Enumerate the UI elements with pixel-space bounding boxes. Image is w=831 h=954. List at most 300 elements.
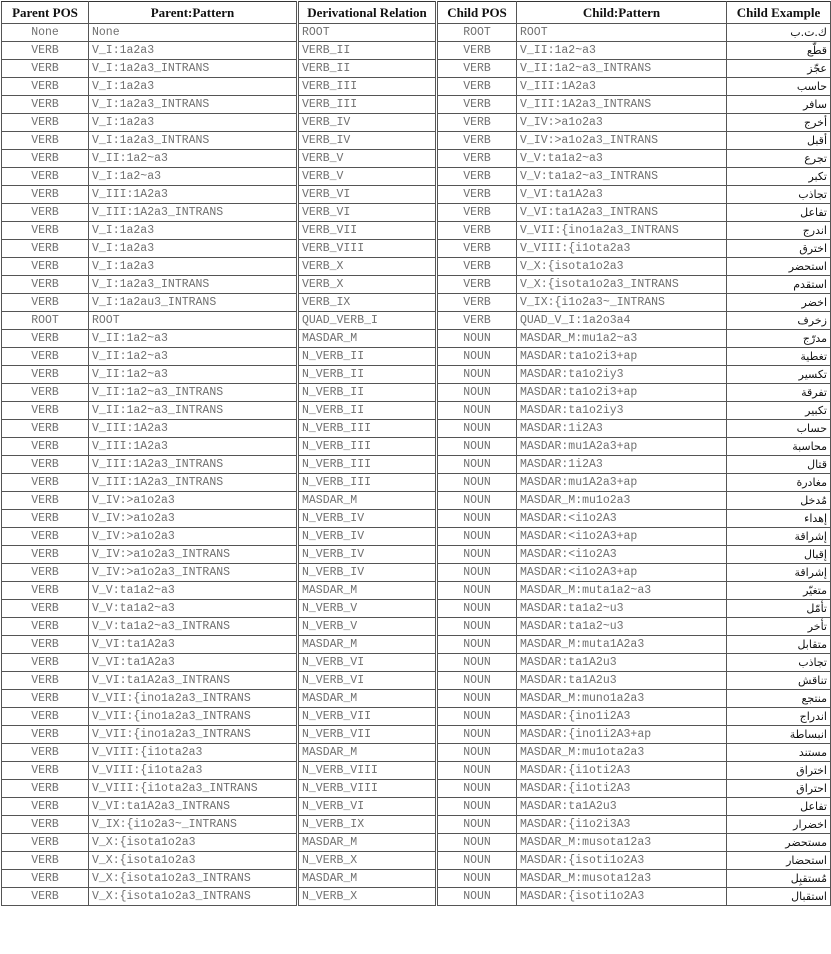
child-pos-cell: NOUN [437, 834, 517, 852]
parent-pos-cell: VERB [2, 384, 89, 402]
derivational-relation-cell: N_VERB_VIII [298, 762, 437, 780]
table-row [2, 438, 831, 456]
child-pattern-cell: ROOT [517, 24, 727, 42]
child-pos-cell: NOUN [437, 870, 517, 888]
child-example-cell: تكبير [727, 402, 831, 420]
parent-pos-cell: VERB [2, 276, 89, 294]
child-pattern-cell: MASDAR:<i1o2A3 [517, 546, 727, 564]
child-pattern-cell: MASDAR:ta1a2~u3 [517, 600, 727, 618]
table-row [2, 60, 831, 78]
child-pos-cell: NOUN [437, 582, 517, 600]
child-pos-cell: VERB [437, 276, 517, 294]
child-example-cell: اندرج [727, 222, 831, 240]
parent-pos-cell: VERB [2, 852, 89, 870]
child-pattern-cell: MASDAR_M:muno1a2a3 [517, 690, 727, 708]
table-row [2, 852, 831, 870]
child-pattern-cell: V_VI:ta1A2a3_INTRANS [517, 204, 727, 222]
table-row [2, 816, 831, 834]
child-example-cell: سافر [727, 96, 831, 114]
child-pattern-cell: MASDAR:ta1o2i3+ap [517, 384, 727, 402]
derivational-relation-cell: VERB_VII [298, 222, 437, 240]
parent-pattern-cell: V_II:1a2~a3 [89, 330, 298, 348]
table-row [2, 204, 831, 222]
child-pattern-cell: MASDAR_M:mu1o2a3 [517, 492, 727, 510]
parent-pattern-cell: V_I:1a2a3 [89, 240, 298, 258]
child-pattern-cell: V_II:1a2~a3 [517, 42, 727, 60]
parent-pattern-cell: V_VI:ta1A2a3_INTRANS [89, 672, 298, 690]
child-pos-cell: VERB [437, 258, 517, 276]
derivational-relation-cell: N_VERB_IV [298, 546, 437, 564]
child-example-cell: مستند [727, 744, 831, 762]
child-example-cell: تجرع [727, 150, 831, 168]
child-pos-cell: NOUN [437, 384, 517, 402]
child-pattern-cell: MASDAR:mu1A2a3+ap [517, 474, 727, 492]
child-pattern-cell: V_VIII:{i1ota2a3 [517, 240, 727, 258]
parent-pos-cell: VERB [2, 564, 89, 582]
table-row [2, 330, 831, 348]
parent-pattern-cell: V_X:{isota1o2a3_INTRANS [89, 870, 298, 888]
derivational-relation-cell: N_VERB_VI [298, 798, 437, 816]
parent-pos-cell: VERB [2, 636, 89, 654]
derivation-table [1, 1, 831, 906]
child-pattern-cell: MASDAR_M:musota12a3 [517, 834, 727, 852]
parent-pattern-cell: V_X:{isota1o2a3 [89, 834, 298, 852]
child-pattern-cell: MASDAR:ta1o2iy3 [517, 366, 727, 384]
derivational-relation-cell: MASDAR_M [298, 744, 437, 762]
child-pattern-cell: MASDAR:{i1o2i3A3 [517, 816, 727, 834]
child-example-cell: محاسبة [727, 438, 831, 456]
parent-pattern-cell: V_III:1A2a3_INTRANS [89, 204, 298, 222]
parent-pos-cell: VERB [2, 780, 89, 798]
parent-pos-cell: VERB [2, 528, 89, 546]
table-row [2, 78, 831, 96]
child-example-cell: حاسب [727, 78, 831, 96]
derivational-relation-cell: N_VERB_VII [298, 726, 437, 744]
child-pos-cell: NOUN [437, 474, 517, 492]
table-row [2, 510, 831, 528]
child-example-cell: تجاذب [727, 654, 831, 672]
child-example-cell: متقابل [727, 636, 831, 654]
parent-pattern-cell: V_I:1a2a3 [89, 258, 298, 276]
child-example-cell: أخرج [727, 114, 831, 132]
derivational-relation-cell: N_VERB_III [298, 474, 437, 492]
child-example-cell: إشراقة [727, 564, 831, 582]
child-pattern-cell: V_V:ta1a2~a3_INTRANS [517, 168, 727, 186]
child-example-cell: استقدم [727, 276, 831, 294]
child-pattern-cell: V_IX:{i1o2a3~_INTRANS [517, 294, 727, 312]
table-row [2, 798, 831, 816]
derivational-relation-cell: VERB_II [298, 60, 437, 78]
child-pattern-cell: MASDAR_M:mu1ota2a3 [517, 744, 727, 762]
table-row [2, 456, 831, 474]
derivational-relation-cell: VERB_X [298, 258, 437, 276]
child-example-cell: تفرقة [727, 384, 831, 402]
derivational-relation-cell: VERB_VIII [298, 240, 437, 258]
table-row [2, 276, 831, 294]
table-row [2, 384, 831, 402]
parent-pattern-cell: V_II:1a2~a3 [89, 150, 298, 168]
child-example-cell: اخضرار [727, 816, 831, 834]
parent-pos-cell: VERB [2, 816, 89, 834]
derivational-relation-cell: N_VERB_III [298, 438, 437, 456]
child-pos-cell: VERB [437, 42, 517, 60]
child-example-cell: اخترق [727, 240, 831, 258]
child-example-cell: تغطية [727, 348, 831, 366]
parent-pattern-cell: V_III:1A2a3 [89, 186, 298, 204]
parent-pattern-cell: V_III:1A2a3 [89, 420, 298, 438]
child-example-cell: مستحضر [727, 834, 831, 852]
parent-pos-cell: VERB [2, 240, 89, 258]
parent-pos-cell: VERB [2, 114, 89, 132]
table-row [2, 582, 831, 600]
derivational-relation-cell: N_VERB_VIII [298, 780, 437, 798]
parent-pos-cell: VERB [2, 204, 89, 222]
child-pattern-cell: V_VII:{ino1a2a3_INTRANS [517, 222, 727, 240]
derivational-relation-cell: VERB_IV [298, 114, 437, 132]
table-row [2, 114, 831, 132]
derivational-relation-cell: QUAD_VERB_I [298, 312, 437, 330]
parent-pos-cell: VERB [2, 690, 89, 708]
child-example-cell: زخرف [727, 312, 831, 330]
derivational-relation-cell: N_VERB_X [298, 852, 437, 870]
parent-pattern-cell: V_I:1a2a3_INTRANS [89, 96, 298, 114]
parent-pattern-cell: V_IV:>a1o2a3_INTRANS [89, 564, 298, 582]
child-pos-cell: VERB [437, 312, 517, 330]
parent-pos-cell: VERB [2, 168, 89, 186]
child-example-cell: تكبر [727, 168, 831, 186]
child-example-cell: تكسير [727, 366, 831, 384]
child-pos-cell: NOUN [437, 564, 517, 582]
parent-pattern-cell: V_VIII:{i1ota2a3 [89, 762, 298, 780]
header-child-pattern: Child:Pattern [517, 2, 727, 24]
parent-pos-cell: VERB [2, 348, 89, 366]
child-pattern-cell: MASDAR:ta1A2u3 [517, 672, 727, 690]
parent-pos-cell: VERB [2, 600, 89, 618]
derivational-relation-cell: MASDAR_M [298, 870, 437, 888]
table-row [2, 132, 831, 150]
parent-pos-cell: VERB [2, 798, 89, 816]
parent-pattern-cell: V_III:1A2a3_INTRANS [89, 474, 298, 492]
derivational-relation-cell: VERB_X [298, 276, 437, 294]
header-child-example: Child Example [727, 2, 831, 24]
parent-pattern-cell: V_II:1a2~a3_INTRANS [89, 402, 298, 420]
parent-pattern-cell: V_VIII:{i1ota2a3_INTRANS [89, 780, 298, 798]
child-pos-cell: VERB [437, 96, 517, 114]
child-pattern-cell: V_II:1a2~a3_INTRANS [517, 60, 727, 78]
parent-pattern-cell: V_IV:>a1o2a3 [89, 492, 298, 510]
table-row [2, 618, 831, 636]
parent-pos-cell: VERB [2, 870, 89, 888]
child-example-cell: مدرّج [727, 330, 831, 348]
child-pos-cell: VERB [437, 204, 517, 222]
parent-pattern-cell: V_V:ta1a2~a3 [89, 600, 298, 618]
derivational-relation-cell: N_VERB_III [298, 420, 437, 438]
child-example-cell: تفاعل [727, 204, 831, 222]
child-pattern-cell: V_IV:>a1o2a3_INTRANS [517, 132, 727, 150]
child-pos-cell: NOUN [437, 798, 517, 816]
parent-pattern-cell: V_VIII:{i1ota2a3 [89, 744, 298, 762]
child-pattern-cell: V_III:1A2a3 [517, 78, 727, 96]
child-pos-cell: VERB [437, 222, 517, 240]
child-example-cell: أقبل [727, 132, 831, 150]
child-pos-cell: NOUN [437, 744, 517, 762]
child-pattern-cell: MASDAR_M:muta1A2a3 [517, 636, 727, 654]
parent-pattern-cell: ROOT [89, 312, 298, 330]
derivational-relation-cell: MASDAR_M [298, 330, 437, 348]
derivational-relation-cell: N_VERB_IV [298, 564, 437, 582]
child-pattern-cell: MASDAR:{i1oti2A3 [517, 780, 727, 798]
table-row [2, 474, 831, 492]
parent-pattern-cell: V_VII:{ino1a2a3_INTRANS [89, 690, 298, 708]
child-pos-cell: NOUN [437, 780, 517, 798]
parent-pattern-cell: V_IV:>a1o2a3_INTRANS [89, 546, 298, 564]
table-row [2, 402, 831, 420]
child-pattern-cell: MASDAR:mu1A2a3+ap [517, 438, 727, 456]
table-row [2, 870, 831, 888]
table-row [2, 762, 831, 780]
child-example-cell: إهداء [727, 510, 831, 528]
header-parent-pattern: Parent:Pattern [89, 2, 298, 24]
parent-pos-cell: VERB [2, 132, 89, 150]
parent-pattern-cell: V_I:1a2a3 [89, 78, 298, 96]
parent-pos-cell: VERB [2, 456, 89, 474]
parent-pattern-cell: V_I:1a2a3_INTRANS [89, 132, 298, 150]
derivational-relation-cell: N_VERB_IX [298, 816, 437, 834]
child-example-cell: إقبال [727, 546, 831, 564]
child-pos-cell: VERB [437, 132, 517, 150]
child-example-cell: انبساطة [727, 726, 831, 744]
parent-pos-cell: VERB [2, 42, 89, 60]
derivational-relation-cell: N_VERB_VI [298, 672, 437, 690]
parent-pattern-cell: V_X:{isota1o2a3 [89, 852, 298, 870]
parent-pos-cell: VERB [2, 582, 89, 600]
table-row [2, 726, 831, 744]
child-example-cell: حساب [727, 420, 831, 438]
child-pattern-cell: MASDAR_M:musota12a3 [517, 870, 727, 888]
child-pos-cell: VERB [437, 168, 517, 186]
child-example-cell: استحضار [727, 852, 831, 870]
parent-pos-cell: VERB [2, 78, 89, 96]
parent-pos-cell: VERB [2, 618, 89, 636]
child-pattern-cell: MASDAR:{ino1i2A3+ap [517, 726, 727, 744]
child-pattern-cell: MASDAR:ta1A2u3 [517, 798, 727, 816]
child-example-cell: مغادرة [727, 474, 831, 492]
table-row [2, 348, 831, 366]
parent-pos-cell: VERB [2, 672, 89, 690]
child-pos-cell: NOUN [437, 492, 517, 510]
parent-pos-cell: VERB [2, 762, 89, 780]
table-row [2, 294, 831, 312]
child-pattern-cell: MASDAR:<i1o2A3 [517, 510, 727, 528]
parent-pos-cell: VERB [2, 744, 89, 762]
parent-pos-cell: VERB [2, 366, 89, 384]
parent-pattern-cell: V_V:ta1a2~a3 [89, 582, 298, 600]
derivational-relation-cell: VERB_IV [298, 132, 437, 150]
parent-pos-cell: VERB [2, 258, 89, 276]
table-row [2, 24, 831, 42]
parent-pos-cell: VERB [2, 222, 89, 240]
child-pos-cell: NOUN [437, 762, 517, 780]
parent-pattern-cell: V_VII:{ino1a2a3_INTRANS [89, 708, 298, 726]
derivational-relation-cell: N_VERB_IV [298, 528, 437, 546]
parent-pos-cell: VERB [2, 330, 89, 348]
parent-pos-cell: VERB [2, 510, 89, 528]
derivational-relation-cell: VERB_V [298, 168, 437, 186]
table-row [2, 150, 831, 168]
child-pattern-cell: V_V:ta1a2~a3 [517, 150, 727, 168]
parent-pattern-cell: None [89, 24, 298, 42]
child-pattern-cell: V_IV:>a1o2a3 [517, 114, 727, 132]
derivational-relation-cell: N_VERB_IV [298, 510, 437, 528]
derivational-relation-cell: VERB_IX [298, 294, 437, 312]
derivational-relation-cell: N_VERB_II [298, 348, 437, 366]
parent-pattern-cell: V_VI:ta1A2a3 [89, 654, 298, 672]
child-pos-cell: NOUN [437, 888, 517, 906]
parent-pattern-cell: V_V:ta1a2~a3_INTRANS [89, 618, 298, 636]
parent-pattern-cell: V_II:1a2~a3_INTRANS [89, 384, 298, 402]
table-row [2, 492, 831, 510]
child-pos-cell: NOUN [437, 510, 517, 528]
parent-pattern-cell: V_II:1a2~a3 [89, 348, 298, 366]
child-pattern-cell: MASDAR:ta1A2u3 [517, 654, 727, 672]
child-example-cell: تجاذب [727, 186, 831, 204]
table-row [2, 834, 831, 852]
derivational-relation-cell: N_VERB_X [298, 888, 437, 906]
parent-pattern-cell: V_II:1a2~a3 [89, 366, 298, 384]
derivational-relation-cell: N_VERB_II [298, 366, 437, 384]
child-pos-cell: NOUN [437, 654, 517, 672]
parent-pattern-cell: V_III:1A2a3_INTRANS [89, 456, 298, 474]
child-pattern-cell: V_X:{isota1o2a3 [517, 258, 727, 276]
child-example-cell: قتال [727, 456, 831, 474]
child-pos-cell: NOUN [437, 816, 517, 834]
derivational-relation-cell: N_VERB_VII [298, 708, 437, 726]
parent-pattern-cell: V_I:1a2a3 [89, 222, 298, 240]
table-row [2, 690, 831, 708]
child-pos-cell: NOUN [437, 546, 517, 564]
parent-pattern-cell: V_VI:ta1A2a3_INTRANS [89, 798, 298, 816]
table-row [2, 744, 831, 762]
table-row [2, 312, 831, 330]
child-pattern-cell: V_III:1A2a3_INTRANS [517, 96, 727, 114]
parent-pos-cell: VERB [2, 888, 89, 906]
child-example-cell: ك.ت.ب [727, 24, 831, 42]
table-row [2, 708, 831, 726]
derivational-relation-cell: MASDAR_M [298, 492, 437, 510]
child-pos-cell: NOUN [437, 600, 517, 618]
parent-pos-cell: VERB [2, 474, 89, 492]
child-pattern-cell: MASDAR:{isoti1o2A3 [517, 852, 727, 870]
table-row [2, 636, 831, 654]
derivational-relation-cell: N_VERB_III [298, 456, 437, 474]
parent-pattern-cell: V_IV:>a1o2a3 [89, 510, 298, 528]
parent-pattern-cell: V_IV:>a1o2a3 [89, 528, 298, 546]
derivational-relation-cell: N_VERB_VI [298, 654, 437, 672]
derivational-relation-cell: VERB_V [298, 150, 437, 168]
child-example-cell: إشراقة [727, 528, 831, 546]
child-pos-cell: NOUN [437, 420, 517, 438]
table-row [2, 96, 831, 114]
child-example-cell: تفاعل [727, 798, 831, 816]
child-pattern-cell: MASDAR:{isoti1o2A3 [517, 888, 727, 906]
child-example-cell: متغيّر [727, 582, 831, 600]
child-example-cell: منتجع [727, 690, 831, 708]
table-row [2, 564, 831, 582]
child-pos-cell: NOUN [437, 366, 517, 384]
parent-pos-cell: VERB [2, 834, 89, 852]
child-pattern-cell: MASDAR:ta1a2~u3 [517, 618, 727, 636]
table-row [2, 780, 831, 798]
parent-pos-cell: VERB [2, 96, 89, 114]
derivational-relation-cell: N_VERB_V [298, 600, 437, 618]
table-row [2, 546, 831, 564]
child-pos-cell: NOUN [437, 726, 517, 744]
child-example-cell: تناقش [727, 672, 831, 690]
parent-pattern-cell: V_VII:{ino1a2a3_INTRANS [89, 726, 298, 744]
child-pos-cell: VERB [437, 78, 517, 96]
child-example-cell: تأخر [727, 618, 831, 636]
child-pos-cell: VERB [437, 186, 517, 204]
parent-pos-cell: VERB [2, 60, 89, 78]
child-pos-cell: VERB [437, 60, 517, 78]
table-header-row [2, 2, 831, 24]
child-example-cell: قطّع [727, 42, 831, 60]
table-row [2, 420, 831, 438]
derivational-relation-cell: MASDAR_M [298, 636, 437, 654]
child-pos-cell: NOUN [437, 708, 517, 726]
child-example-cell: مُستقبِل [727, 870, 831, 888]
child-pattern-cell: MASDAR:1i2A3 [517, 456, 727, 474]
child-pos-cell: VERB [437, 114, 517, 132]
header-parent-pos: Parent POS [2, 2, 89, 24]
table-row [2, 600, 831, 618]
parent-pos-cell: VERB [2, 438, 89, 456]
parent-pattern-cell: V_I:1a2a3_INTRANS [89, 60, 298, 78]
parent-pattern-cell: V_X:{isota1o2a3_INTRANS [89, 888, 298, 906]
child-pos-cell: NOUN [437, 348, 517, 366]
table-row [2, 240, 831, 258]
table-row [2, 366, 831, 384]
table-row [2, 528, 831, 546]
parent-pattern-cell: V_I:1a2a3 [89, 114, 298, 132]
table-row [2, 888, 831, 906]
parent-pattern-cell: V_I:1a2a3_INTRANS [89, 276, 298, 294]
child-pattern-cell: V_X:{isota1o2a3_INTRANS [517, 276, 727, 294]
child-pos-cell: NOUN [437, 636, 517, 654]
parent-pos-cell: VERB [2, 492, 89, 510]
parent-pattern-cell: V_VI:ta1A2a3 [89, 636, 298, 654]
child-pos-cell: ROOT [437, 24, 517, 42]
child-pattern-cell: QUAD_V_I:1a2o3a4 [517, 312, 727, 330]
parent-pos-cell: None [2, 24, 89, 42]
parent-pos-cell: VERB [2, 420, 89, 438]
parent-pattern-cell: V_I:1a2a3 [89, 42, 298, 60]
child-pattern-cell: MASDAR:1i2A3 [517, 420, 727, 438]
child-example-cell: احتراق [727, 780, 831, 798]
parent-pattern-cell: V_IX:{i1o2a3~_INTRANS [89, 816, 298, 834]
derivational-relation-cell: MASDAR_M [298, 834, 437, 852]
table-row [2, 42, 831, 60]
child-example-cell: تأمّل [727, 600, 831, 618]
parent-pos-cell: ROOT [2, 312, 89, 330]
parent-pos-cell: VERB [2, 150, 89, 168]
derivation-table-container [1, 1, 830, 906]
child-pattern-cell: MASDAR_M:mu1a2~a3 [517, 330, 727, 348]
child-pos-cell: NOUN [437, 402, 517, 420]
parent-pattern-cell: V_III:1A2a3 [89, 438, 298, 456]
child-pos-cell: VERB [437, 150, 517, 168]
parent-pattern-cell: V_I:1a2~a3 [89, 168, 298, 186]
